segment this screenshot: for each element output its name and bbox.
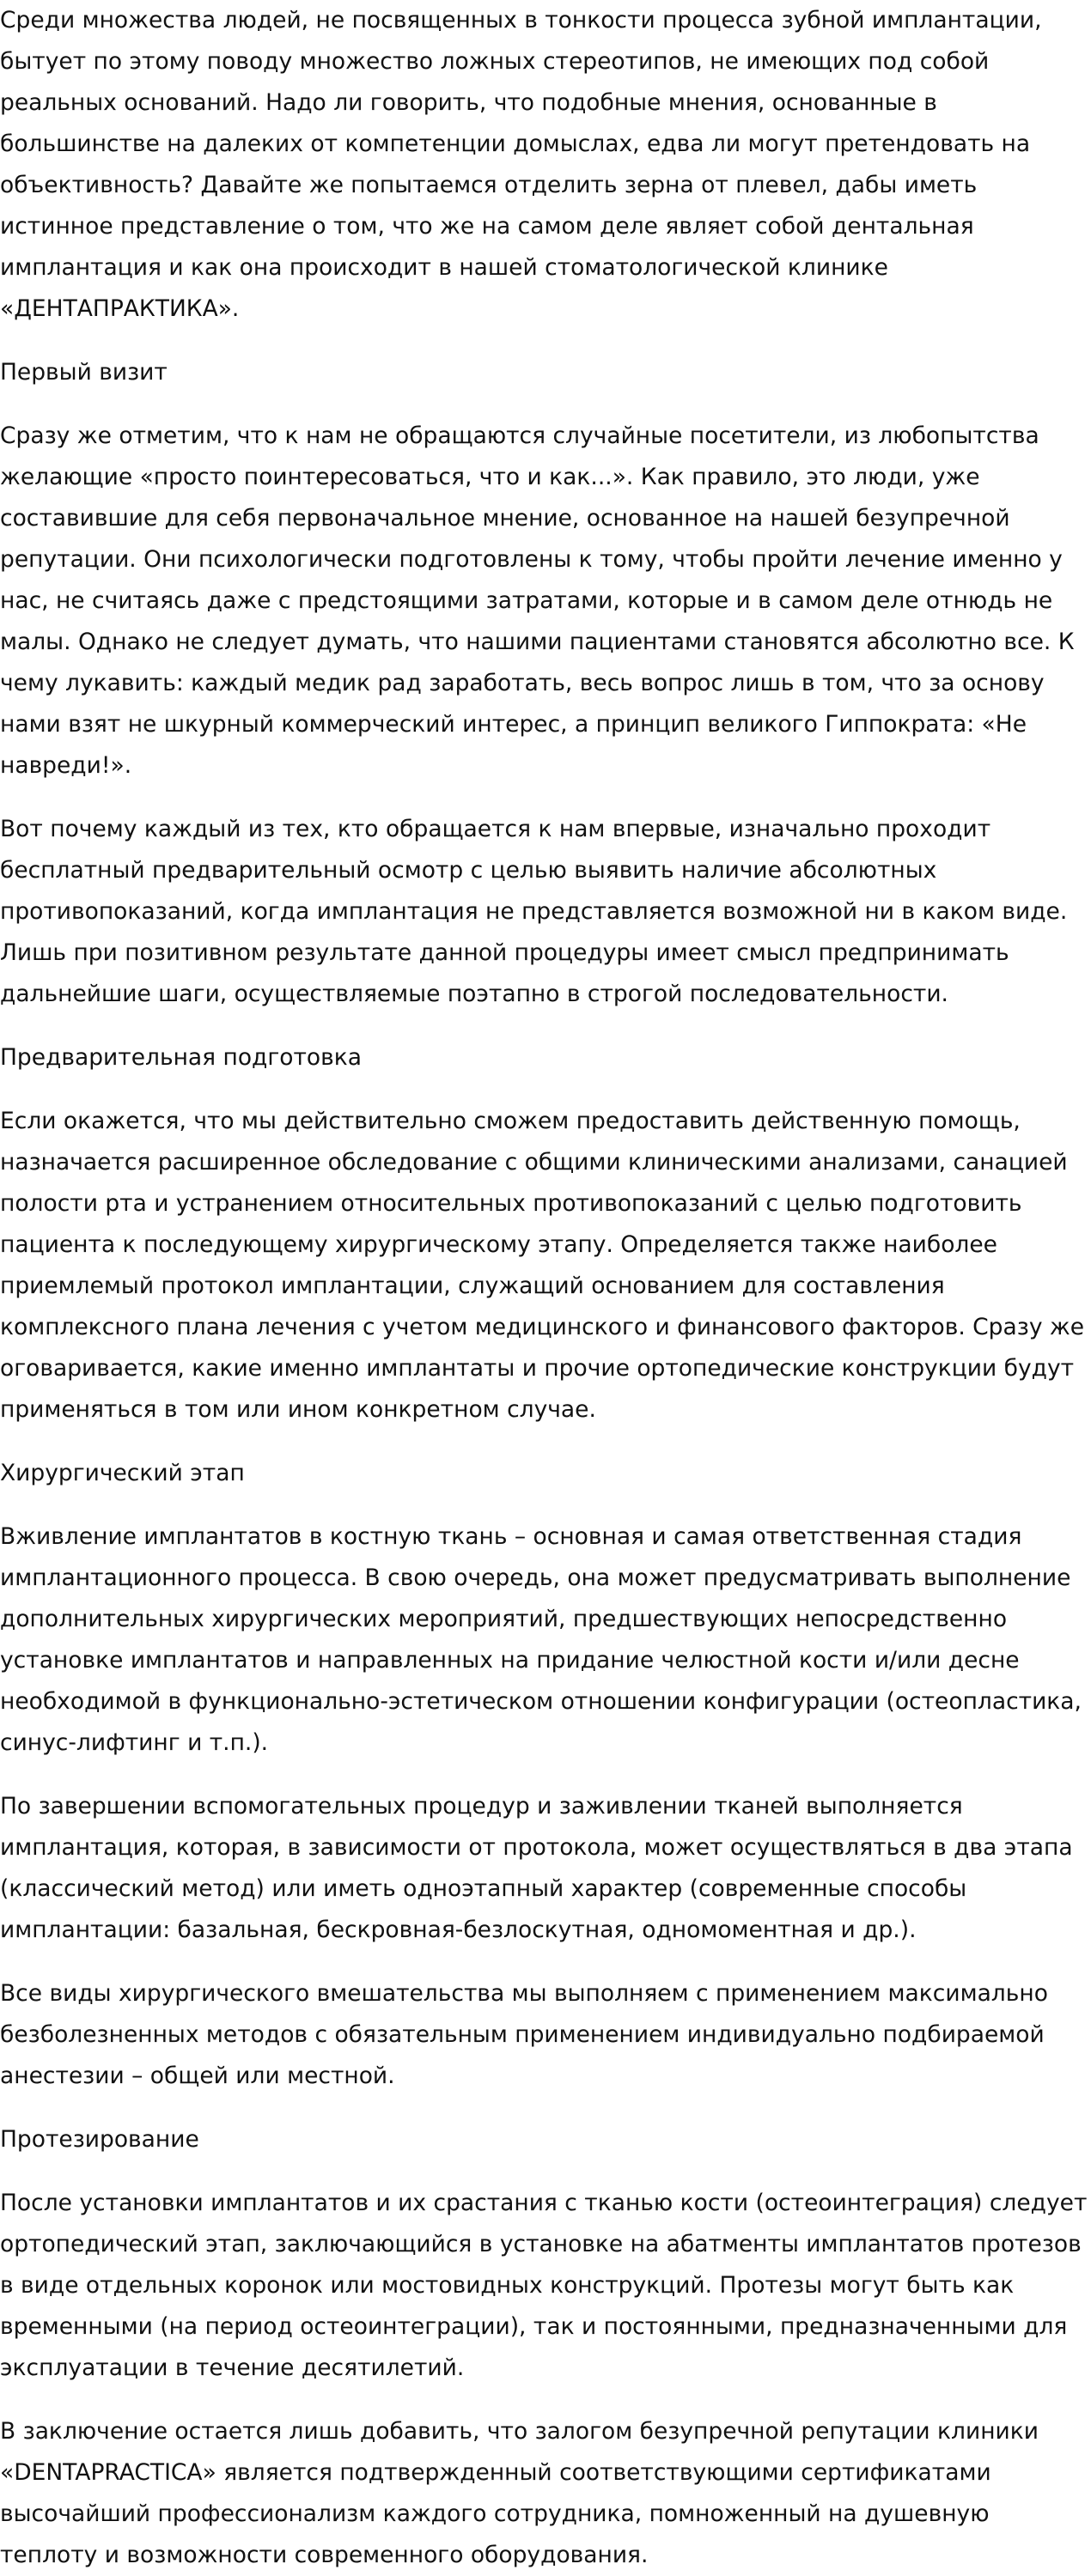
section-heading-prosthetics: Протезирование: [0, 2126, 199, 2153]
intro-paragraph: Среди множества людей, не посвященных в тонкости процесса зубной имплантации, бытует по этому поводу множество ложных стереотипов, не имеющих под собой реальных оснований. Надо ли говорить, что подобные мнения, основанные в большинстве на далеких от компетенции домыслах, едва ли могут претендовать на объективность? Давайте же попытаемся отделить зерна от плевел, дабы иметь истинное представление о том, что же на самом деле являет собой дентальная имплантация и как она происходит в нашей стоматологической клинике «ДЕНТАПРАКТИКА».: [0, 7, 1042, 322]
prosthetics-paragraph: После установки имплантатов и их срастания с тканью кости (остеоинтеграция) следует ортопедический этап, заключающийся в установке на абатменты имплантатов протезов в виде отдельных коронок или мостовидных конструкций. Протезы могут быть как временными (на период остеоинтеграции), так и постоянными, предназначенными для эксплуатации в течение десятилетий.: [0, 2190, 1088, 2381]
section-heading-surgery: Хирургический этап: [0, 1460, 245, 1486]
preparation-paragraph: Если окажется, что мы действительно сможем предоставить действенную помощь, назначается расширенное обследование с общими клиническими анализами, санацией полости рта и устранением относительных противопоказаний с целью подготовить пациента к последующему хирургическому этапу. Определяется также наиболее приемлемый протокол имплантации, служащий основанием для составления комплексного плана лечения с учетом медицинского и финансового факторов. Сразу же оговаривается, какие именно имплантаты и прочие ортопедические конструкции будут применяться в том или ином конкретном случае.: [0, 1108, 1085, 1423]
section-heading-first-visit: Первый визит: [0, 359, 168, 386]
first-visit-paragraph-1: Сразу же отметим, что к нам не обращаются случайные посетители, из любопытства желающие «просто поинтересоваться, что и как...». Как правило, это люди, уже составившие для себя первоначальное мнение, основанное на нашей безупречной репутации. Они психологически подготовлены к тому, чтобы пройти лечение именно у нас, не считаясь даже с предстоящими затратами, которые и в самом деле отнюдь не малы. Однако не следует думать, что нашими пациентами становятся абсолютно все. К чему лукавить: каждый медик рад заработать, весь вопрос лишь в том, что за основу нами взят не шкурный коммерческий интерес, а принцип великого Гиппократа: «Не навреди!».: [0, 422, 1075, 779]
surgery-paragraph-2: По завершении вспомогательных процедур и заживлении тканей выполняется имплантация, которая, в зависимости от протокола, может осуществляться в два этапа (классический метод) или иметь одноэтапный характер (современные способы имплантации: базальная, бескровная-безлоскутная, одномоментная и др.).: [0, 1793, 1073, 1943]
conclusion-paragraph: В заключение остается лишь добавить, что залогом безупречной репутации клиники «DENTAPRACTICA» является подтвержденный соответствующими сертификатами высочайший профессионализм каждого сотрудника, помноженный на душевную теплоту и возможности современного оборудования.: [0, 2418, 1039, 2568]
surgery-paragraph-1: Вживление имплантатов в костную ткань – основная и самая ответственная стадия имплантационного процесса. В свою очередь, она может предусматривать выполнение дополнительных хирургических мероприятий, предшествующих непосредственно установке имплантатов и направленных на придание челюстной кости и/или десне необходимой в функционально-эстетическом отношении конфигурации (остеопластика, синус-лифтинг и т.п.).: [0, 1523, 1082, 1756]
first-visit-paragraph-2: Вот почему каждый из тех, кто обращается к нам впервые, изначально проходит бесплатный предварительный осмотр с целью выявить наличие абсолютных противопоказаний, когда имплантация не представляется возможной ни в каком виде. Лишь при позитивном результате данной процедуры имеет смысл предпринимать дальнейшие шаги, осуществляемые поэтапно в строгой последовательности.: [0, 816, 1068, 1007]
section-heading-preparation: Предварительная подготовка: [0, 1044, 363, 1071]
surgery-paragraph-3: Все виды хирургического вмешательства мы выполняем с применением максимально безболезненных методов с обязательным применением индивидуально подбираемой анестезии – общей или местной.: [0, 1980, 1048, 2089]
